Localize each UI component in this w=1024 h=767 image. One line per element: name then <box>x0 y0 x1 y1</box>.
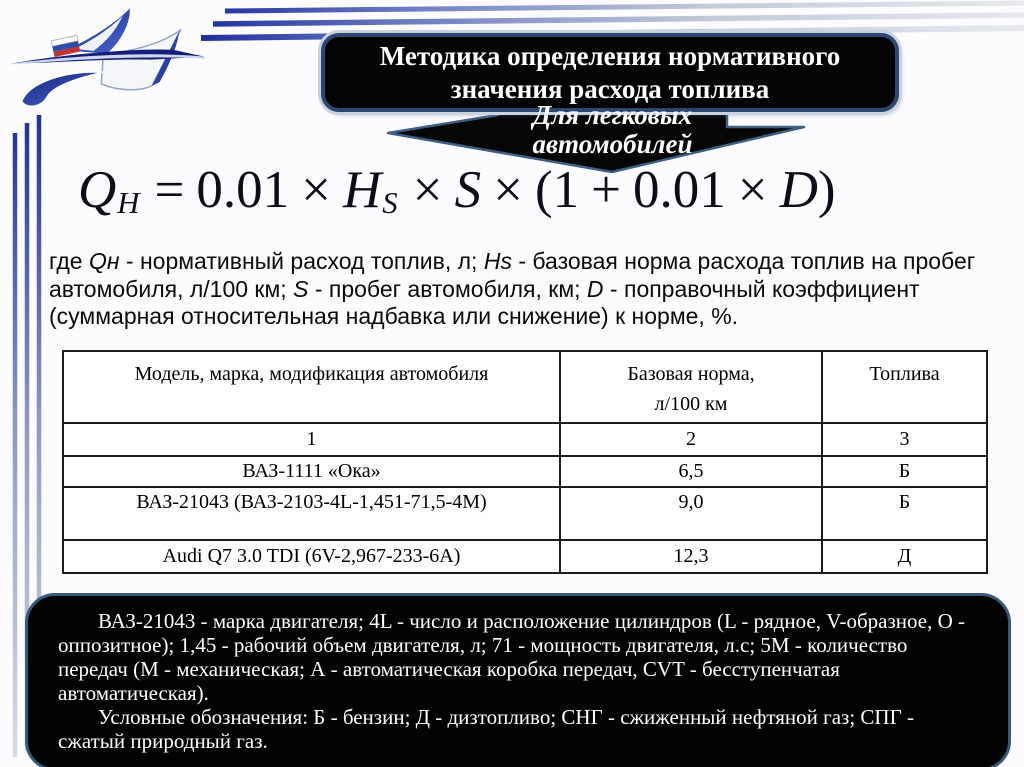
formula-token: S <box>454 161 482 219</box>
callout-label <box>440 101 785 159</box>
formula-token: + <box>591 161 621 219</box>
explanation-text: где <box>49 248 89 274</box>
column-header-model: Модель, марка, модификация автомобиля <box>63 351 560 423</box>
column-numbering-row <box>63 423 987 456</box>
callout-line1: Для легковых <box>532 100 693 130</box>
formula-token: × <box>412 161 443 219</box>
formula-token: = <box>154 161 185 219</box>
fuel-norms-table <box>62 350 988 574</box>
formula-token: 0.01 <box>196 161 290 219</box>
table-cell: 2 <box>560 423 822 456</box>
title-line1: Методика определения нормативного <box>379 40 841 71</box>
formula-token: S <box>382 186 398 221</box>
table-cell-fuel: Б <box>822 487 987 540</box>
table-row <box>63 456 987 487</box>
column-header-base-norm <box>560 351 822 423</box>
note-paragraph-legend: Условные обозначения: Б - бензин; Д - дизтопливо; СНГ - сжиженный нефтяной газ; СПГ - сжатый природный газ. <box>58 705 914 753</box>
formula-explanation <box>49 248 987 331</box>
formula-token: × <box>301 161 332 219</box>
column-header-text: Базовая норма, л/100 км <box>627 363 755 415</box>
explanation-text: - пробег автомобиля, км; <box>308 275 587 302</box>
formula-token: Q <box>78 161 117 219</box>
notes-panel <box>25 593 1011 767</box>
table-cell-norm: 9,0 <box>560 487 822 540</box>
table-cell: 3 <box>822 423 987 456</box>
table-cell: 1 <box>63 423 560 456</box>
explanation-text: - базовая норма расхода топлив на пробег автомобиля, л/100 км; <box>49 248 976 302</box>
table-cell-fuel: Д <box>822 540 987 573</box>
table-cell-model: Audi Q7 3.0 TDI (6V-2,967-233-6A) <box>63 540 560 573</box>
table-row <box>63 540 987 573</box>
variable-d: D <box>586 275 604 302</box>
table-header-row <box>63 351 987 423</box>
table-row <box>63 487 987 540</box>
table-cell-model: ВАЗ-1111 «Ока» <box>63 456 560 487</box>
column-header-fuel: Топлива <box>822 351 987 423</box>
explanation-text: - поправочный коэффициент (суммарная относительная надбавка или снижение) к норме, %. <box>49 275 920 329</box>
note-paragraph-engine: ВАЗ-21043 - марка двигателя; 4L - число и расположение цилиндров (L - рядное, V-образное, О - оппозитное); 1,45 - рабочий объем двигателя, л; 71 - мощность двигателя, л.с; 5М - количество передач (М - механическая; А - автоматическая коробка передач, CVT - бесступенчатая автоматическая). <box>58 609 965 705</box>
fuel-formula <box>78 160 1008 220</box>
table-cell-norm: 12,3 <box>560 540 822 573</box>
formula-token: D <box>779 161 818 219</box>
title-line2: значения расхода топлива <box>450 73 770 104</box>
variable-s: S <box>293 275 309 302</box>
table-cell-norm: 6,5 <box>560 456 822 487</box>
variable-hs: Hs <box>483 248 512 274</box>
formula-token: ) <box>817 161 836 219</box>
formula-token: × <box>493 161 523 219</box>
formula-token: H <box>343 161 382 219</box>
explanation-text: - нормативный расход топлив, л; <box>119 248 484 274</box>
table-cell-model: ВАЗ-21043 (ВАЗ-2103-4L-1,451-71,5-4M) <box>63 487 560 540</box>
callout-line2: автомобилей <box>532 129 693 159</box>
formula-token: Н <box>117 186 140 221</box>
table-cell-fuel: Б <box>822 456 987 487</box>
variable-qn: Qн <box>88 248 120 274</box>
formula-token: × <box>737 161 768 219</box>
russian-flag-icon <box>51 35 80 57</box>
formula-token: (1 <box>534 161 580 219</box>
formula-token: 0.01 <box>633 161 726 219</box>
